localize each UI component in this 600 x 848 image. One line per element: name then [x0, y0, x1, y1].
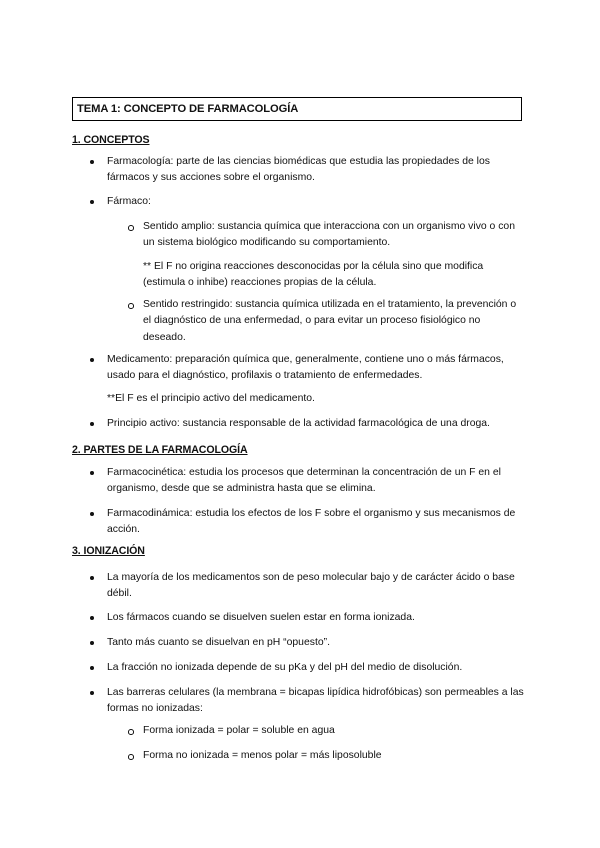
list-item-ionizacion-3: Tanto más cuanto se disuelvan en pH “opuesto”. [107, 637, 330, 648]
bullet-icon [90, 358, 94, 362]
bullet-icon [90, 616, 94, 620]
bullet-icon [90, 641, 94, 645]
circle-bullet-icon [128, 754, 134, 760]
list-item-principio-activo: Principio activo: sustancia responsable de la actividad farmacológica de una droga. [107, 418, 490, 429]
bullet-icon [90, 512, 94, 516]
sublist-item-forma-ionizada: Forma ionizada = polar = soluble en agua [143, 725, 335, 736]
list-item-ionizacion-5: Las barreras celulares (la membrana = bicapas lipídica hidrofóbicas) son permeables a las formas no ionizadas: [107, 687, 524, 715]
bullet-icon [90, 471, 94, 475]
page-title: TEMA 1: CONCEPTO DE FARMACOLOGÍA [77, 103, 299, 115]
sublist-item-sentido-amplio: Sentido amplio: sustancia química que interacciona con un organismo vivo o con un sistema biológico modificando su comportamiento. [143, 221, 515, 249]
circle-bullet-icon [128, 303, 134, 309]
list-item-ionizacion-4: La fracción no ionizada depende de su pKa y del pH del medio de disolución. [107, 662, 463, 673]
list-item-ionizacion-1: La mayoría de los medicamentos son de peso molecular bajo y de carácter ácido o base débil. [107, 572, 515, 600]
section-heading-conceptos: 1. CONCEPTOS [72, 134, 150, 146]
circle-bullet-icon [128, 729, 134, 735]
list-item-farmacologia: Farmacología: parte de las ciencias biomédicas que estudia las propiedades de los fármacos y sus acciones sobre el organismo. [107, 156, 490, 184]
bullet-icon [90, 200, 94, 204]
list-item-ionizacion-2: Los fármacos cuando se disuelven suelen estar en forma ionizada. [107, 612, 415, 623]
note-sentido-amplio: ** El F no origina reacciones desconocidas por la célula sino que modifica (estimula o inhibe) reacciones propias de la célula. [143, 261, 484, 289]
title-box [72, 97, 522, 121]
bullet-icon [90, 666, 94, 670]
section-heading-ionizacion: 3. IONIZACIÓN [72, 545, 145, 557]
list-item-farmacocinetica: Farmacocinética: estudia los procesos que determinan la concentración de un F en el organismo, desde que se administra hasta que se elimina. [107, 467, 501, 495]
sublist-item-sentido-restringido: Sentido restringido: sustancia química utilizada en el tratamiento, la prevención o el diagnóstico de una enfermedad, o para evitar un proceso fisiológico no deseado. [143, 299, 517, 343]
section-heading-partes: 2. PARTES DE LA FARMACOLOGÍA [72, 444, 248, 456]
bullet-icon [90, 422, 94, 426]
bullet-icon [90, 576, 94, 580]
bullet-icon [90, 160, 94, 164]
list-item-medicamento: Medicamento: preparación química que, generalmente, contiene uno o más fármacos, usado para el diagnóstico, profilaxis o tratamiento de enfermedades. [107, 354, 504, 382]
list-item-farmaco: Fármaco: [107, 196, 151, 207]
list-item-farmacodinamica: Farmacodinámica: estudia los efectos de los F sobre el organismo y sus mecanismos de acción. [107, 508, 516, 536]
sublist-item-forma-no-ionizada: Forma no ionizada = menos polar = más liposoluble [143, 750, 382, 761]
note-medicamento: **El F es el principio activo del medicamento. [107, 393, 315, 404]
circle-bullet-icon [128, 225, 134, 231]
bullet-icon [90, 691, 94, 695]
